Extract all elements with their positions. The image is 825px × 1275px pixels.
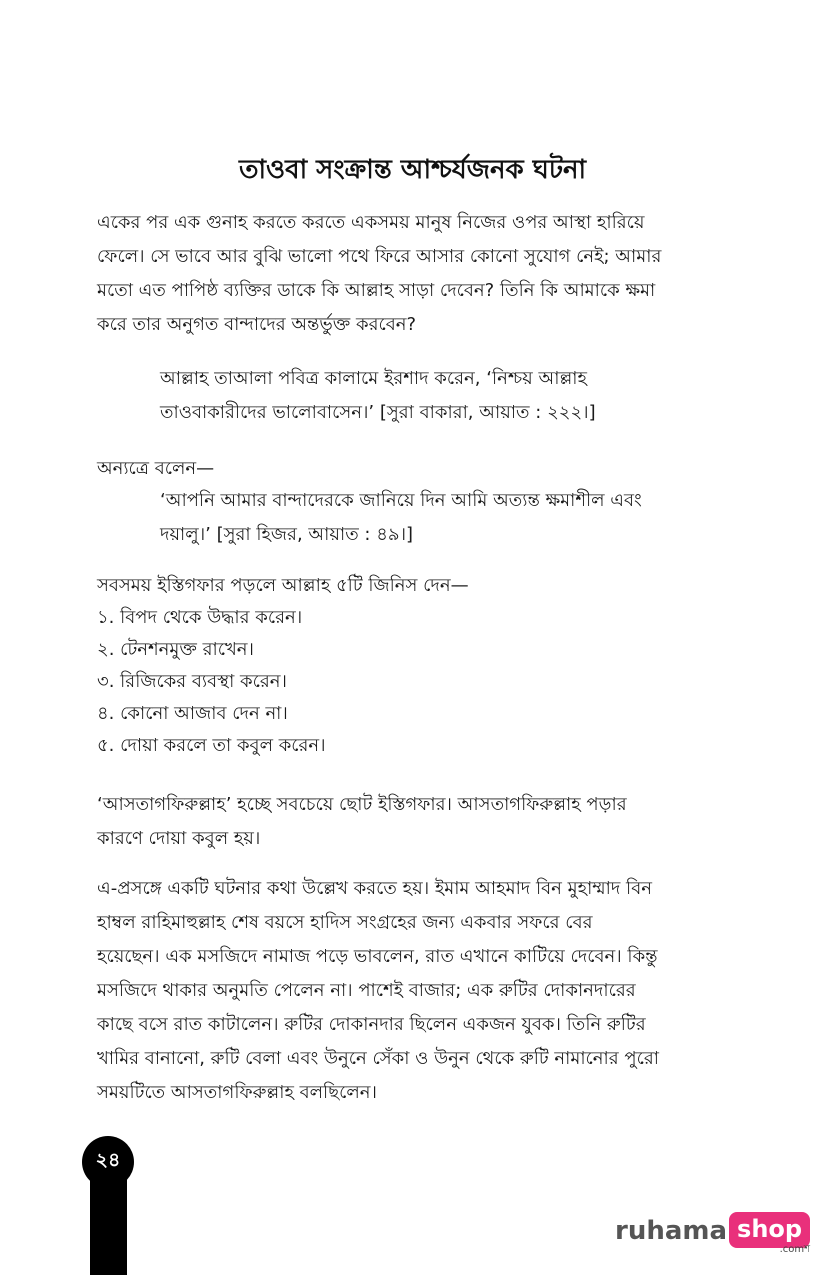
logo-text-dotcom: .comশ bbox=[779, 1244, 811, 1255]
logo-text-ruhama: ruhama bbox=[615, 1216, 728, 1246]
story-paragraph bbox=[97, 872, 727, 1110]
istighfar-list bbox=[97, 570, 727, 762]
text-line: হাম্বল রাহিমাহুল্লাহ শেষ বয়সে হাদিস সংগ্রহের জন্য একবার সফরে বের bbox=[97, 912, 593, 933]
list-item: ১. বিপদ থেকে উদ্ধার করেন। bbox=[97, 607, 303, 628]
ruhamashop-logo bbox=[615, 1212, 810, 1256]
logo-text-shop: shop bbox=[729, 1212, 810, 1248]
logo-shop-badge bbox=[729, 1212, 811, 1255]
astaghfirullah-paragraph bbox=[97, 788, 727, 856]
text-line: খামির বানানো, রুটি বেলা এবং উনুনে সেঁকা ও উনুন থেকে রুটি নামানোর পুরো bbox=[97, 1048, 659, 1069]
text-line: ‘আপনি আমার বান্দাদেরকে জানিয়ে দিন আমি অত্যন্ত ক্ষমাশীল এবং bbox=[160, 490, 642, 511]
text-line: তাওবাকারীদের ভালোবাসেন।’ [সুরা বাকারা, আয়াত : ২২২।] bbox=[160, 402, 596, 423]
text-line: আল্লাহ তাআলা পবিত্র কালামে ইরশাদ করেন, ‘নিশ্চয় আল্লাহ bbox=[160, 368, 587, 389]
list-item: ২. টেনশনমুক্ত রাখেন। bbox=[97, 639, 254, 660]
list-item: ৩. রিজিকের ব্যবস্থা করেন। bbox=[97, 671, 287, 692]
text-line: একের পর এক গুনাহ করতে করতে একসময় মানুষ নিজের ওপর আস্থা হারিয়ে bbox=[97, 212, 645, 233]
list-item: ৪. কোনো আজাব দেন না। bbox=[97, 703, 288, 724]
text-line: দয়ালু।’ [সুরা হিজর, আয়াত : ৪৯।] bbox=[160, 524, 414, 545]
text-line: সময়টিতে আসতাগফিরুল্লাহ বলছিলেন। bbox=[97, 1082, 377, 1103]
list-intro: সবসময় ইস্তিগফার পড়লে আল্লাহ ৫টি জিনিস দেন— bbox=[97, 575, 469, 596]
quote-hijr bbox=[160, 484, 670, 552]
page-title: তাওবা সংক্রান্ত আশ্চর্যজনক ঘটনা bbox=[238, 155, 587, 185]
text-line: কাছে বসে রাত কাটালেন। রুটির দোকানদার ছিলেন একজন যুবক। তিনি রুটির bbox=[97, 1014, 646, 1035]
quote-baqarah bbox=[160, 362, 670, 430]
list-item: ৫. দোয়া করলে তা কবুল করেন। bbox=[97, 735, 326, 756]
text-line: করে তার অনুগত বান্দাদের অন্তর্ভুক্ত করবেন? bbox=[97, 314, 417, 335]
text-line: ফেলে। সে ভাবে আর বুঝি ভালো পথে ফিরে আসার কোনো সুযোগ নেই; আমার bbox=[97, 246, 662, 267]
intro-second-quote bbox=[97, 452, 727, 486]
text-line: এ-প্রসঙ্গে একটি ঘটনার কথা উল্লেখ করতে হয়। ইমাম আহমাদ বিন মুহাম্মাদ বিন bbox=[97, 878, 652, 899]
text-line: মতো এত পাপিষ্ঠ ব্যক্তির ডাকে কি আল্লাহ সাড়া দেবেন? তিনি কি আমাকে ক্ষমা bbox=[97, 280, 656, 301]
text-line: হয়েছেন। এক মসজিদে নামাজ পড়ে ভাবলেন, রাত এখানে কাটিয়ে দেবেন। কিন্তু bbox=[97, 946, 658, 967]
text-line: মসজিদে থাকার অনুমতি পেলেন না। পাশেই বাজার; এক রুটির দোকানদারের bbox=[97, 980, 636, 1001]
page-number-bar bbox=[90, 1176, 127, 1275]
page-number: ২৪ bbox=[82, 1136, 134, 1188]
text-line: ‘আসতাগফিরুল্লাহ’ হচ্ছে সবচেয়ে ছোট ইস্তিগফার। আসতাগফিরুল্লাহ পড়ার bbox=[97, 794, 627, 815]
intro-paragraph bbox=[97, 206, 727, 342]
text-line: কারণে দোয়া কবুল হয়। bbox=[97, 828, 261, 849]
text-line: অন্যত্রে বলেন— bbox=[97, 458, 215, 479]
